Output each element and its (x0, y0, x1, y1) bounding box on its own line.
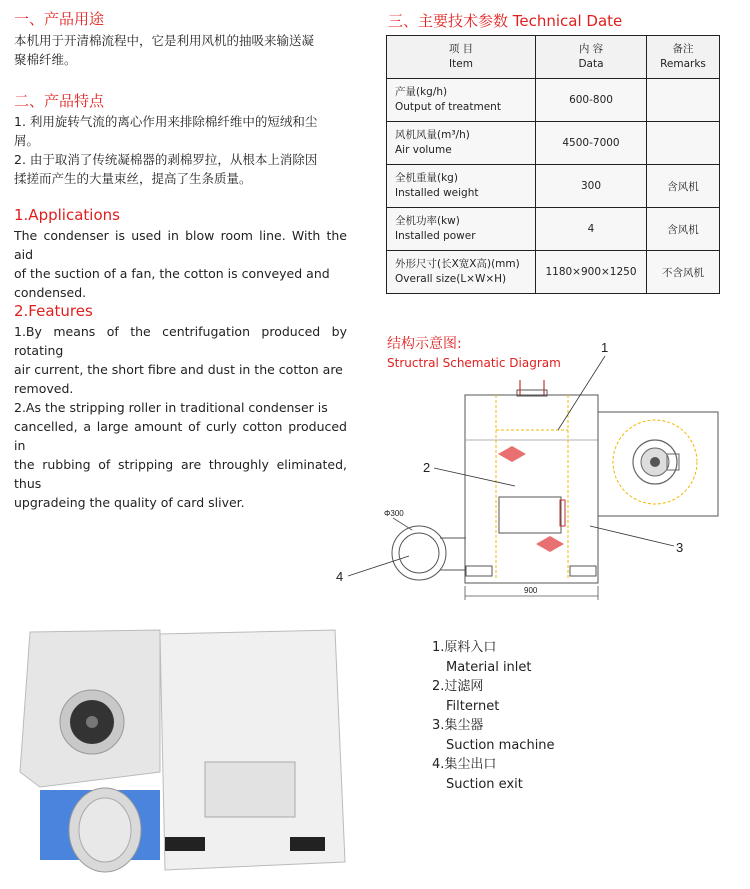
features-cn-line: 屑。 (14, 133, 40, 148)
features-cn-line: 1. 利用旋转气流的离心作用来排除棉纤维中的短绒和尘 (14, 114, 318, 129)
features-cn-line: 揉搓而产生的大量束丝，提高了生条质量。 (14, 171, 252, 186)
legend-cn: 4.集尘出口 (432, 757, 497, 772)
row-label-en: Installed weight (395, 187, 479, 199)
cabinet-outline (465, 395, 598, 583)
row-label-en: Overall size(L×W×H) (395, 273, 507, 285)
inspection-door (205, 762, 295, 817)
table-row (387, 122, 720, 165)
table-row (387, 79, 720, 122)
callout-3: 3 (676, 540, 684, 555)
features-text (14, 322, 347, 512)
applications-text (14, 226, 347, 302)
legend-en: Material inlet (446, 659, 532, 675)
row-label-cn: 外形尺寸(长X宽X高)(mm) (395, 258, 520, 270)
row-label-cn: 产量(kg/h) (395, 86, 448, 98)
usage-line: 本机用于开清棉流程中，它是利用风机的抽吸来输送凝 (14, 33, 315, 48)
features-line: 2.As the stripping roller in traditional condenser is (14, 400, 328, 415)
features-line: the rubbing of stripping are throughly eliminated, thus (14, 457, 347, 491)
dim-width-label: 900 (524, 586, 538, 595)
row-remark: 含风机 (647, 165, 720, 208)
row-remark: 含风机 (647, 208, 720, 251)
legend-item (432, 677, 555, 716)
features-line: air current, the short fibre and dust in the cotton are (14, 362, 343, 377)
header-item (387, 36, 536, 79)
applications-line: of the suction of a fan, the cotton is conveyed and (14, 266, 330, 281)
applications-line: The condenser is used in blow room line. With the aid (14, 228, 347, 262)
header-remarks-cn: 备注 (672, 43, 694, 55)
spec-table-header (387, 36, 720, 79)
header-item-en: Item (449, 58, 473, 70)
features-title: 2.Features (14, 302, 93, 320)
vent-right (290, 837, 325, 851)
row-label (387, 122, 536, 165)
legend-en: Filternet (446, 698, 500, 714)
row-label-en: Installed power (395, 230, 476, 242)
spec-table (386, 35, 720, 294)
main-cabinet (160, 630, 345, 870)
features-cn-title: 二、产品特点 (14, 92, 105, 110)
exit-duct (392, 526, 446, 580)
row-remark (647, 79, 720, 122)
table-row (387, 208, 720, 251)
row-label-en: Output of treatment (395, 101, 501, 113)
usage-text (14, 31, 349, 69)
row-value: 1180×900×1250 (536, 251, 647, 294)
table-row (387, 251, 720, 294)
legend-cn: 1.原料入口 (432, 640, 497, 655)
legend-en: Suction machine (446, 737, 555, 753)
filter-net (536, 536, 564, 552)
features-line: 1.By means of the centrifugation produced by rotating (14, 324, 347, 358)
vent-left (165, 837, 205, 851)
header-remarks-en: Remarks (660, 58, 706, 70)
row-label-cn: 全机功率(kw) (395, 215, 460, 227)
applications-line: condensed. (14, 285, 87, 300)
row-value: 4 (536, 208, 647, 251)
usage-title: 一、产品用途 (14, 10, 105, 28)
header-data-cn: 内 容 (578, 43, 604, 55)
features-cn-line: 2. 由于取消了传统凝棉器的剥棉罗拉，从根本上消除因 (14, 152, 318, 167)
legend-item (432, 638, 555, 677)
legend-item (432, 716, 555, 755)
legend (432, 638, 555, 794)
callout-4: 4 (336, 569, 344, 584)
table-row (387, 165, 720, 208)
schematic-diagram (336, 330, 730, 610)
legend-cn: 3.集尘器 (432, 718, 484, 733)
row-label (387, 165, 536, 208)
row-label (387, 79, 536, 122)
row-label-cn: 全机重量(kg) (395, 172, 458, 184)
header-data (536, 36, 647, 79)
features-line: removed. (14, 381, 74, 396)
applications-title: 1.Applications (14, 206, 120, 224)
legend-en: Suction exit (446, 776, 523, 792)
row-label (387, 208, 536, 251)
legend-item (432, 755, 555, 794)
features-cn-text (14, 112, 354, 188)
filter-net (498, 446, 526, 462)
header-remarks (647, 36, 720, 79)
tech-title: 三、主要技术参数 Technical Date (388, 12, 623, 30)
row-value: 4500-7000 (536, 122, 647, 165)
legend-cn: 2.过滤网 (432, 679, 484, 694)
row-remark (647, 122, 720, 165)
features-line: upgradeing the quality of card sliver. (14, 495, 245, 510)
usage-line: 聚棉纤维。 (14, 52, 77, 67)
row-value: 300 (536, 165, 647, 208)
row-label-en: Air volume (395, 144, 452, 156)
features-line: cancelled, a large amount of curly cotton produced in (14, 419, 347, 453)
row-label (387, 251, 536, 294)
callout-1: 1 (601, 340, 609, 355)
header-data-en: Data (578, 58, 604, 70)
machine-photo (0, 612, 365, 889)
dim-phi-label: Φ300 (384, 509, 404, 518)
row-value: 600-800 (536, 79, 647, 122)
header-item-cn: 项 目 (448, 43, 474, 55)
diagram-title-cn: 结构示意图: (387, 336, 462, 352)
callout-2: 2 (423, 460, 431, 475)
row-label-cn: 风机风量(m³/h) (395, 129, 470, 141)
diagram-title-en: Structral Schematic Diagram (387, 356, 561, 370)
row-remark: 不含风机 (647, 251, 720, 294)
